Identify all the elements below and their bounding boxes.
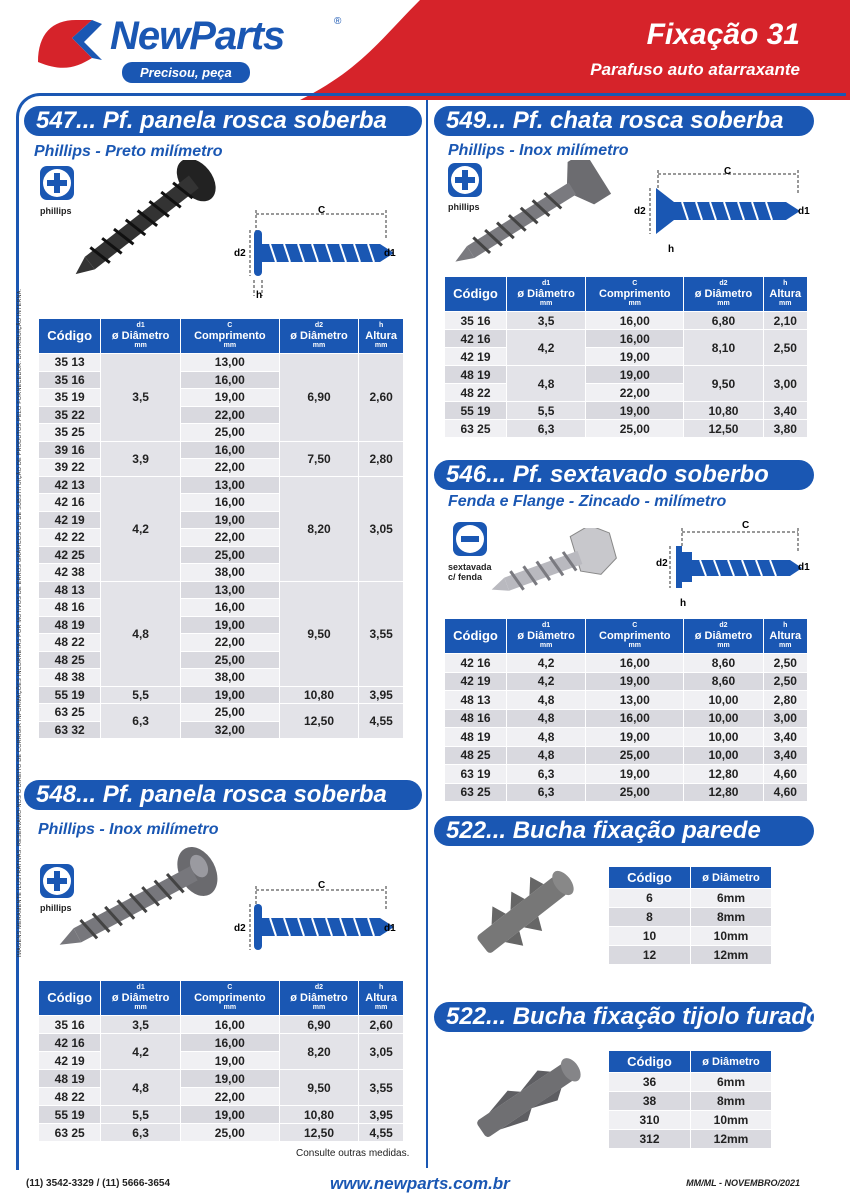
table-row — [39, 1106, 404, 1124]
table-row — [445, 783, 808, 802]
d2-cell: 8,20 — [279, 476, 359, 581]
c-cell: 32,00 — [180, 721, 279, 739]
code-cell: 63 25 — [445, 420, 507, 438]
code-cell: 42 16 — [39, 494, 101, 512]
h-cell: 2,50 — [763, 672, 807, 691]
col-d1: d1 ø Diâmetro mm — [101, 319, 181, 354]
c-cell: 16,00 — [180, 1016, 279, 1034]
h-cell: 3,95 — [359, 1106, 404, 1124]
d1-cell: 5,5 — [101, 686, 181, 704]
table-546 — [444, 618, 808, 802]
h-cell: 2,80 — [763, 691, 807, 710]
table-row — [39, 476, 404, 494]
table-row — [39, 581, 404, 599]
dim-c-546: C — [742, 520, 750, 531]
c-cell: 16,00 — [586, 312, 684, 330]
screw-photo-548 — [45, 842, 235, 962]
d2-cell: 10,80 — [279, 686, 359, 704]
dim-c-549: C — [724, 166, 732, 177]
code-cell: 35 16 — [39, 1016, 101, 1034]
d2-cell: 9,50 — [279, 581, 359, 686]
table-row — [39, 1034, 404, 1052]
c-cell: 19,00 — [180, 1052, 279, 1070]
page-title: Fixação 31 — [646, 18, 800, 51]
table-row — [445, 402, 808, 420]
col-codigo: Código — [445, 619, 507, 654]
c-cell: 38,00 — [180, 564, 279, 582]
h-cell: 2,50 — [763, 330, 807, 366]
h-cell: 2,60 — [359, 1016, 404, 1034]
c-cell: 16,00 — [180, 441, 279, 459]
table-row — [39, 704, 404, 722]
c-cell: 25,00 — [180, 651, 279, 669]
c-cell: 25,00 — [586, 420, 684, 438]
d1-cell: 4,8 — [506, 746, 585, 765]
column-divider — [426, 100, 428, 1168]
d2-cell: 12,50 — [684, 420, 763, 438]
code-cell: 48 16 — [39, 599, 101, 617]
d1-cell: 4,2 — [506, 654, 585, 673]
code-cell: 35 13 — [39, 354, 101, 372]
diameter-cell: 6mm — [691, 1073, 772, 1092]
d2-cell: 10,80 — [684, 402, 763, 420]
d2-cell: 10,80 — [279, 1106, 359, 1124]
h-cell: 3,40 — [763, 728, 807, 747]
col-h: h Altura mm — [359, 981, 404, 1016]
dim-d2-547: d2 — [234, 248, 246, 259]
d1-cell: 3,5 — [506, 312, 585, 330]
brand-logo — [32, 8, 352, 88]
table-row — [609, 908, 772, 927]
c-cell: 25,00 — [180, 546, 279, 564]
diameter-cell: 10mm — [691, 1111, 772, 1130]
h-cell: 2,50 — [763, 654, 807, 673]
table-522b — [608, 1050, 772, 1149]
code-cell: 63 32 — [39, 721, 101, 739]
col-codigo: Código — [609, 867, 691, 889]
c-cell: 22,00 — [180, 459, 279, 477]
dimension-diagram-549 — [630, 164, 810, 254]
code-cell: 42 16 — [445, 654, 507, 673]
code-cell: 48 13 — [445, 691, 507, 710]
h-cell: 2,10 — [763, 312, 807, 330]
h-cell: 3,40 — [763, 746, 807, 765]
table-row — [39, 354, 404, 372]
table-row — [609, 927, 772, 946]
side-disclaimer: IMAGENS MERAMENTE ILUSTRATIVAS. RESERVAMO-NOS O DIREITO DE CORRIGIR INFORMAÇÕES INCORRETAS POR MOTIVOS DE ERROS GRÁFICOS OU DE SUBSTITUIÇÃO DE PRODUTOS PELO FORNECEDOR. DISTRIBUIÇÃO INTERNA. — [17, 288, 23, 958]
brand-name: NewParts — [110, 14, 285, 58]
table-row — [445, 746, 808, 765]
d1-cell: 4,2 — [506, 330, 585, 366]
c-cell: 22,00 — [180, 1088, 279, 1106]
c-cell: 16,00 — [586, 654, 684, 673]
diameter-cell: 6mm — [691, 889, 772, 908]
banner-522a: 522... Bucha fixação parede — [434, 816, 814, 846]
col-diametro: ø Diâmetro — [691, 867, 772, 889]
code-cell: 63 25 — [39, 704, 101, 722]
d1-cell: 3,5 — [101, 1016, 181, 1034]
h-cell: 3,00 — [763, 709, 807, 728]
col-codigo: Código — [445, 277, 507, 312]
col-c: C Comprimento mm — [586, 277, 684, 312]
table-row — [609, 1092, 772, 1111]
h-cell: 2,60 — [359, 354, 404, 442]
subtitle-546: Fenda e Flange - Zincado - milímetro — [448, 493, 727, 510]
d2-cell: 8,60 — [684, 672, 763, 691]
c-cell: 25,00 — [180, 1124, 279, 1142]
code-cell: 35 19 — [39, 389, 101, 407]
code-cell: 42 16 — [39, 1034, 101, 1052]
h-cell: 3,55 — [359, 1070, 404, 1106]
icon-label-547: phillips — [40, 206, 72, 216]
col-d1: d1 ø Diâmetro mm — [506, 619, 585, 654]
code-cell: 48 22 — [39, 1088, 101, 1106]
banner-546: 546... Pf. sextavado soberbo — [434, 460, 814, 490]
code-cell: 35 16 — [39, 371, 101, 389]
d1-cell: 6,3 — [506, 765, 585, 784]
c-cell: 19,00 — [586, 366, 684, 384]
d2-cell: 12,80 — [684, 765, 763, 784]
footer-edition: MM/ML - NOVEMBRO/2021 — [686, 1178, 800, 1188]
dim-c-547: C — [318, 205, 326, 216]
h-cell: 4,60 — [763, 783, 807, 802]
dim-h-547: h — [256, 290, 263, 301]
d1-cell: 3,5 — [101, 354, 181, 442]
code-cell: 42 13 — [39, 476, 101, 494]
code-cell: 55 19 — [39, 686, 101, 704]
table-row — [39, 1070, 404, 1088]
code-cell: 48 38 — [39, 669, 101, 687]
h-cell: 2,80 — [359, 441, 404, 476]
c-cell: 19,00 — [180, 1070, 279, 1088]
c-cell: 19,00 — [180, 511, 279, 529]
d2-cell: 8,10 — [684, 330, 763, 366]
table-row — [445, 330, 808, 348]
d2-cell: 10,00 — [684, 691, 763, 710]
table-row — [445, 654, 808, 673]
h-cell: 4,55 — [359, 1124, 404, 1142]
code-cell: 48 22 — [445, 384, 507, 402]
d2-cell: 8,20 — [279, 1034, 359, 1070]
code-cell: 48 13 — [39, 581, 101, 599]
code-cell: 48 16 — [445, 709, 507, 728]
c-cell: 38,00 — [180, 669, 279, 687]
col-codigo: Código — [609, 1051, 691, 1073]
subtitle-549: Phillips - Inox milímetro — [448, 142, 629, 159]
table-548 — [38, 980, 404, 1142]
code-cell: 48 19 — [39, 616, 101, 634]
slotted-hex-icon — [453, 522, 487, 556]
d1-cell: 3,9 — [101, 441, 181, 476]
code-cell: 42 19 — [39, 511, 101, 529]
footer-website-link[interactable]: www.newparts.com.br — [330, 1174, 510, 1193]
c-cell: 16,00 — [180, 1034, 279, 1052]
dim-h-546: h — [680, 598, 687, 609]
c-cell: 16,00 — [180, 599, 279, 617]
d1-cell: 4,8 — [101, 581, 181, 686]
c-cell: 25,00 — [586, 746, 684, 765]
icon-label-546a: sextavada — [448, 562, 492, 572]
c-cell: 19,00 — [586, 348, 684, 366]
table-row — [445, 691, 808, 710]
dim-c-548: C — [318, 880, 326, 891]
icon-label-546b: c/ fenda — [448, 572, 483, 582]
table-row — [445, 366, 808, 384]
code-cell: 55 19 — [445, 402, 507, 420]
footer-phones: (11) 3542-3329 / (11) 5666-3654 — [26, 1178, 170, 1189]
h-cell: 3,05 — [359, 1034, 404, 1070]
brand-slogan: Precisou, peça — [122, 62, 250, 83]
diameter-cell: 8mm — [691, 1092, 772, 1111]
table-row — [445, 420, 808, 438]
code-cell: 36 — [609, 1073, 691, 1092]
c-cell: 25,00 — [180, 424, 279, 442]
code-cell: 39 22 — [39, 459, 101, 477]
col-c: C Comprimento mm — [180, 319, 279, 354]
code-cell: 48 19 — [445, 366, 507, 384]
c-cell: 13,00 — [180, 581, 279, 599]
icon-label-548: phillips — [40, 903, 72, 913]
code-cell: 35 16 — [445, 312, 507, 330]
h-cell: 4,60 — [763, 765, 807, 784]
c-cell: 19,00 — [180, 686, 279, 704]
d1-cell: 4,2 — [101, 1034, 181, 1070]
c-cell: 19,00 — [180, 389, 279, 407]
d1-cell: 4,8 — [506, 366, 585, 402]
screw-photo-547 — [55, 160, 235, 280]
c-cell: 25,00 — [180, 704, 279, 722]
d1-cell: 4,8 — [506, 691, 585, 710]
table-row — [445, 672, 808, 691]
icon-label-549: phillips — [448, 202, 480, 212]
h-cell: 3,00 — [763, 366, 807, 402]
table-row — [609, 889, 772, 908]
c-cell: 22,00 — [586, 384, 684, 402]
code-cell: 63 19 — [445, 765, 507, 784]
col-d2: d2 ø Diâmetro mm — [279, 981, 359, 1016]
table-row — [445, 709, 808, 728]
table-row — [609, 1130, 772, 1149]
code-cell: 48 19 — [39, 1070, 101, 1088]
c-cell: 16,00 — [586, 330, 684, 348]
d1-cell: 4,2 — [506, 672, 585, 691]
col-codigo: Código — [39, 981, 101, 1016]
code-cell: 8 — [609, 908, 691, 927]
code-cell: 42 19 — [445, 348, 507, 366]
col-diametro: ø Diâmetro — [691, 1051, 772, 1073]
c-cell: 22,00 — [180, 406, 279, 424]
col-c: C Comprimento mm — [586, 619, 684, 654]
code-cell: 48 22 — [39, 634, 101, 652]
table-row — [609, 946, 772, 965]
wall-plug-photo — [452, 860, 592, 970]
c-cell: 19,00 — [586, 728, 684, 747]
d1-cell: 4,8 — [101, 1070, 181, 1106]
brick-plug-photo — [456, 1050, 596, 1150]
c-cell: 19,00 — [586, 765, 684, 784]
table-row — [39, 441, 404, 459]
table-row — [445, 765, 808, 784]
table-row — [39, 686, 404, 704]
c-cell: 16,00 — [586, 709, 684, 728]
d1-cell: 6,3 — [506, 420, 585, 438]
c-cell: 22,00 — [180, 529, 279, 547]
c-cell: 19,00 — [586, 402, 684, 420]
code-cell: 39 16 — [39, 441, 101, 459]
c-cell: 19,00 — [180, 1106, 279, 1124]
page-subtitle: Parafuso auto atarraxante — [590, 60, 800, 79]
dim-d1-549: d1 — [798, 206, 810, 217]
code-cell: 63 25 — [39, 1124, 101, 1142]
h-cell: 4,55 — [359, 704, 404, 739]
code-cell: 42 38 — [39, 564, 101, 582]
c-cell: 13,00 — [180, 354, 279, 372]
d1-cell: 5,5 — [506, 402, 585, 420]
d2-cell: 10,00 — [684, 728, 763, 747]
screw-photo-546 — [484, 528, 624, 608]
code-cell: 35 22 — [39, 406, 101, 424]
diameter-cell: 8mm — [691, 908, 772, 927]
note-548: Consulte outras medidas. — [296, 1148, 410, 1159]
dim-d1-546: d1 — [798, 562, 810, 573]
code-cell: 63 25 — [445, 783, 507, 802]
table-549 — [444, 276, 808, 438]
h-cell: 3,80 — [763, 420, 807, 438]
col-h: h Altura mm — [763, 619, 807, 654]
d1-cell: 6,3 — [506, 783, 585, 802]
d2-cell: 6,90 — [279, 1016, 359, 1034]
d1-cell: 6,3 — [101, 704, 181, 739]
d2-cell: 12,50 — [279, 1124, 359, 1142]
c-cell: 22,00 — [180, 634, 279, 652]
code-cell: 310 — [609, 1111, 691, 1130]
d2-cell: 9,50 — [279, 1070, 359, 1106]
d1-cell: 5,5 — [101, 1106, 181, 1124]
col-codigo: Código — [39, 319, 101, 354]
registered-mark: ® — [334, 16, 342, 27]
code-cell: 12 — [609, 946, 691, 965]
code-cell: 48 25 — [39, 651, 101, 669]
table-row — [39, 1016, 404, 1034]
d2-cell: 8,60 — [684, 654, 763, 673]
code-cell: 55 19 — [39, 1106, 101, 1124]
d2-cell: 12,80 — [684, 783, 763, 802]
h-cell: 3,55 — [359, 581, 404, 686]
dimension-diagram-546 — [652, 522, 812, 612]
c-cell: 19,00 — [586, 672, 684, 691]
subtitle-547: Phillips - Preto milímetro — [34, 143, 223, 160]
c-cell: 16,00 — [180, 371, 279, 389]
table-row — [445, 312, 808, 330]
col-c: C Comprimento mm — [180, 981, 279, 1016]
dim-d2-548: d2 — [234, 923, 246, 934]
d1-cell: 4,2 — [101, 476, 181, 581]
d2-cell: 10,00 — [684, 709, 763, 728]
h-cell: 3,05 — [359, 476, 404, 581]
diameter-cell: 12mm — [691, 946, 772, 965]
d2-cell: 6,80 — [684, 312, 763, 330]
brand-mark-icon — [32, 14, 110, 74]
d2-cell: 9,50 — [684, 366, 763, 402]
table-547 — [38, 318, 404, 739]
banner-548: 548... Pf. panela rosca soberba — [24, 780, 422, 810]
d1-cell: 4,8 — [506, 709, 585, 728]
dim-d1-548: d1 — [384, 923, 396, 934]
c-cell: 25,00 — [586, 783, 684, 802]
d2-cell: 6,90 — [279, 354, 359, 442]
banner-522b: 522... Bucha fixação tijolo furado — [434, 1002, 814, 1032]
table-522a — [608, 866, 772, 965]
col-d2: d2 ø Diâmetro mm — [279, 319, 359, 354]
d2-cell: 7,50 — [279, 441, 359, 476]
code-cell: 48 19 — [445, 728, 507, 747]
diameter-cell: 10mm — [691, 927, 772, 946]
table-row — [445, 728, 808, 747]
dim-d2-546: d2 — [656, 558, 668, 569]
col-d2: d2 ø Diâmetro mm — [684, 619, 763, 654]
code-cell: 35 25 — [39, 424, 101, 442]
d2-cell: 10,00 — [684, 746, 763, 765]
code-cell: 42 16 — [445, 330, 507, 348]
banner-549: 549... Pf. chata rosca soberba — [434, 106, 814, 136]
dim-d1-547: d1 — [384, 248, 396, 259]
d1-cell: 6,3 — [101, 1124, 181, 1142]
screw-photo-549 — [440, 160, 620, 270]
h-cell: 3,95 — [359, 686, 404, 704]
dim-h-549: h — [668, 244, 675, 255]
col-d1: d1 ø Diâmetro mm — [101, 981, 181, 1016]
code-cell: 10 — [609, 927, 691, 946]
code-cell: 312 — [609, 1130, 691, 1149]
col-d1: d1 ø Diâmetro mm — [506, 277, 585, 312]
code-cell: 48 25 — [445, 746, 507, 765]
col-h: h Altura mm — [763, 277, 807, 312]
d1-cell: 4,8 — [506, 728, 585, 747]
diameter-cell: 12mm — [691, 1130, 772, 1149]
d2-cell: 12,50 — [279, 704, 359, 739]
code-cell: 38 — [609, 1092, 691, 1111]
table-row — [609, 1073, 772, 1092]
table-row — [609, 1111, 772, 1130]
c-cell: 13,00 — [586, 691, 684, 710]
code-cell: 42 19 — [445, 672, 507, 691]
code-cell: 6 — [609, 889, 691, 908]
dim-d2-549: d2 — [634, 206, 646, 217]
h-cell: 3,40 — [763, 402, 807, 420]
banner-547: 547... Pf. panela rosca soberba — [24, 106, 422, 136]
code-cell: 42 19 — [39, 1052, 101, 1070]
c-cell: 13,00 — [180, 476, 279, 494]
col-d2: d2 ø Diâmetro mm — [684, 277, 763, 312]
subtitle-548: Phillips - Inox milímetro — [38, 821, 219, 838]
table-row — [39, 1124, 404, 1142]
c-cell: 19,00 — [180, 616, 279, 634]
code-cell: 42 22 — [39, 529, 101, 547]
code-cell: 42 25 — [39, 546, 101, 564]
c-cell: 16,00 — [180, 494, 279, 512]
col-h: h Altura mm — [359, 319, 404, 354]
